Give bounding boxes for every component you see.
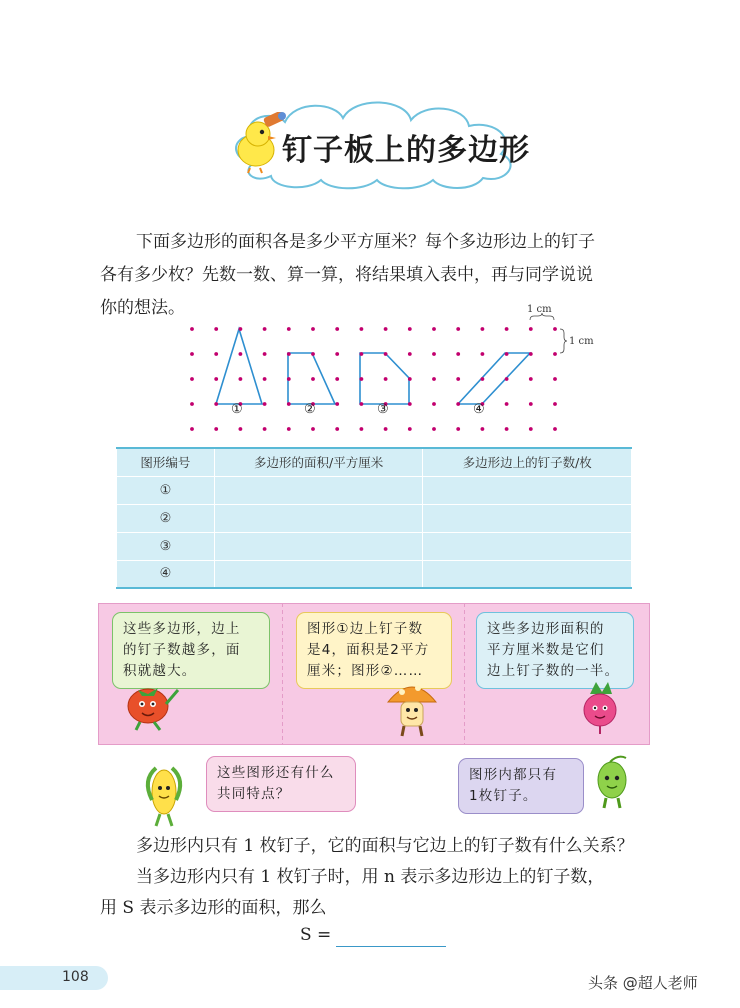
table-cell-area[interactable] [214,504,423,532]
nail-dot [287,427,291,431]
nail-dot [456,427,460,431]
polygon-label-1: ① [231,402,243,417]
nail-dot [214,377,218,381]
nail-dot [263,427,267,431]
corn-character-icon [138,760,194,830]
table-row [117,504,632,532]
table-row [117,476,632,504]
table-cell-id: ③ [117,532,215,560]
table-cell-nails[interactable] [423,476,632,504]
nail-dot [311,352,315,356]
question-line-2: 当多边形内只有 1 枚钉子时，用 n 表示多边形边上的钉子数， [136,867,605,887]
bubble-line: 图形内都只有 [469,767,558,783]
nail-dot [456,352,460,356]
nail-dot [529,427,533,431]
nail-dot [408,377,412,381]
nail-dot [311,427,315,431]
nail-dot [553,377,557,381]
unit-bracket-y [560,329,567,353]
polygon-label-3: ③ [377,402,389,417]
nail-dot [384,427,388,431]
nail-dot [408,352,412,356]
nail-dot [263,327,267,331]
mushroom-character-icon [384,676,440,740]
nail-dot [384,352,388,356]
nail-dot [529,402,533,406]
nail-dot [505,352,509,356]
bubble-line: 这些图形还有什么 [217,765,335,781]
nail-dot [553,352,557,356]
nail-dot [190,377,194,381]
panel-divider [282,603,283,745]
table-row [117,532,632,560]
bubble-line: 的钉子数越多，面 [123,642,241,658]
nail-dot [481,327,485,331]
nail-dot [214,402,218,406]
nail-dot [239,377,243,381]
bubble-line: 这些多边形，边上 [123,621,241,637]
formula-answer-blank[interactable] [336,946,446,947]
nail-dot [456,377,460,381]
nail-dot [529,352,533,356]
bubble-line: 平方厘米数是它们 [487,642,605,658]
bubble-line: 边上钉子数的一半。 [487,663,620,679]
nail-dot [529,377,533,381]
unit-label-y: 1 cm [569,336,594,347]
table-header-cell: 多边形的面积/平方厘米 [214,448,423,476]
nail-dot [239,352,243,356]
nail-dot [311,377,315,381]
page-number: 108 [62,969,89,985]
nail-dot [481,427,485,431]
bubble-line: 是4，面积是2平方 [307,642,430,658]
speech-bubble-4 [206,756,356,812]
nail-dot [360,402,364,406]
nail-dot [287,402,291,406]
speech-bubble-5 [458,758,584,814]
intro-line-1: 下面多边形的面积各是多少平方厘米？每个多边形边上的钉子 [136,232,595,252]
nail-dot [287,377,291,381]
table-cell-id: ① [117,476,215,504]
table-header-row [117,448,632,476]
nail-dot [553,427,557,431]
nail-dot [505,402,509,406]
nail-dot [311,327,315,331]
pea-character-icon [590,752,638,812]
nail-dot [190,352,194,356]
nail-dot [384,327,388,331]
chick-mascot-icon [228,112,290,174]
nail-dot [408,427,412,431]
polygon-label-4: ④ [473,402,485,417]
speech-bubble-3 [476,612,634,689]
polygon-4-shape [458,353,530,404]
nail-board-diagram [180,300,600,438]
nail-dot [553,402,557,406]
formula-label: S = [300,925,332,945]
nail-dot [432,427,436,431]
radish-character-icon [576,680,628,736]
tomato-character-icon [120,676,184,732]
nail-dot [432,352,436,356]
page-title: 钉子板上的多边形 [282,133,530,168]
nail-dot [190,402,194,406]
nail-dot [432,327,436,331]
nail-dot [287,327,291,331]
panel-divider [464,603,465,745]
page-number-tab [0,966,108,990]
nail-dot [335,352,339,356]
bubble-line: 厘米；图形②…… [307,663,424,679]
nail-dot [408,402,412,406]
nail-dot [239,327,243,331]
table-row [117,560,632,588]
bubble-line: 1枚钉子。 [469,788,538,804]
nail-dot [408,327,412,331]
table-cell-nails[interactable] [423,532,632,560]
table-header-cell: 图形编号 [117,448,215,476]
polygon-label-2: ② [304,402,316,417]
nail-dot [335,427,339,431]
nail-dot [360,352,364,356]
nail-dot [214,327,218,331]
nail-dot [481,352,485,356]
nail-dot [263,377,267,381]
intro-line-3: 你的想法。 [100,298,185,318]
nail-dot [263,352,267,356]
table-cell-nails[interactable] [423,560,632,588]
nail-dot [360,377,364,381]
nail-dot [287,352,291,356]
nail-dot [360,427,364,431]
nail-dot [335,377,339,381]
table-cell-area[interactable] [214,476,423,504]
nail-dot [360,327,364,331]
bubble-line: 积就越大。 [123,663,197,679]
nail-dot [190,427,194,431]
unit-label-x: 1 cm [527,304,552,315]
nail-dot [335,327,339,331]
table-cell-id: ④ [117,560,215,588]
polygon-1-shape [216,329,262,404]
nail-dot [432,402,436,406]
nail-dot [335,402,339,406]
nail-dot [384,377,388,381]
nail-dot [505,427,509,431]
table-header-cell: 多边形边上的钉子数/枚 [423,448,632,476]
question-line-3: 用 S 表示多边形的面积，那么 [100,898,327,918]
nail-dot [553,327,557,331]
nail-dot [505,327,509,331]
bubble-line: 图形①边上钉子数 [307,621,424,637]
nail-dot [456,402,460,406]
nail-dot [481,377,485,381]
nail-dot [432,377,436,381]
bubble-line: 共同特点？ [217,786,291,802]
intro-line-2: 各有多少枚？先数一数、算一算，将结果填入表中，再与同学说说 [100,265,593,285]
nail-dot [505,377,509,381]
table-cell-area[interactable] [214,532,423,560]
watermark: 头条 @超人老师 [588,974,698,992]
question-line-1: 多边形内只有 1 枚钉子，它的面积与它边上的钉子数有什么关系？ [136,836,634,856]
nail-dot [214,427,218,431]
nail-dot [190,327,194,331]
results-table [116,447,632,589]
nail-dot [263,402,267,406]
table-cell-area[interactable] [214,560,423,588]
nail-dot [214,352,218,356]
bubble-line: 这些多边形面积的 [487,621,605,637]
table-cell-nails[interactable] [423,504,632,532]
nail-dot [239,427,243,431]
table-cell-id: ② [117,504,215,532]
nail-dot [456,327,460,331]
nail-dot [529,327,533,331]
